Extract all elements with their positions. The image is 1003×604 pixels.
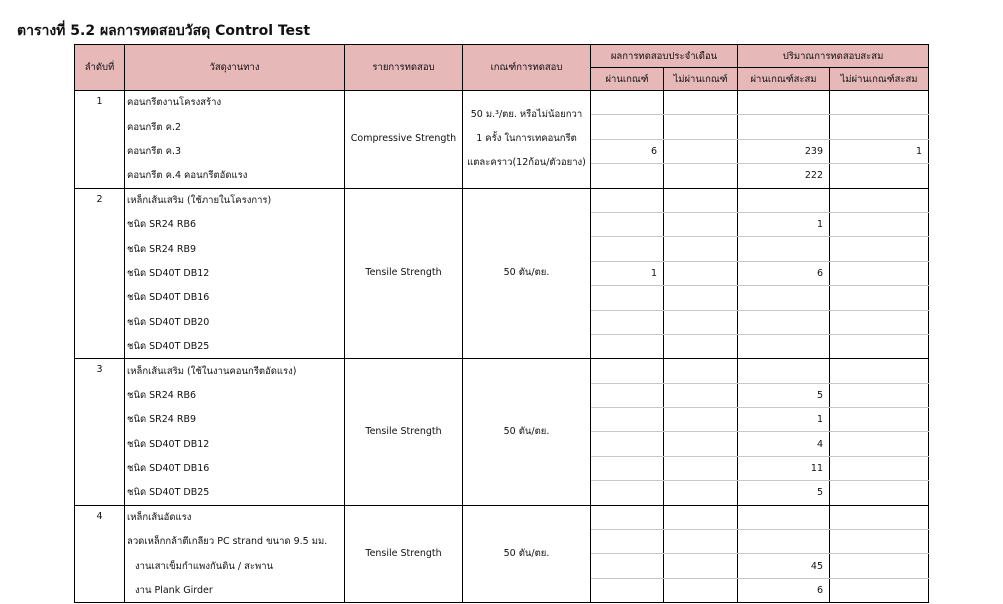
fail-cum-cell [830, 530, 929, 554]
fail-cum-cell [830, 456, 929, 480]
pass-cum-cell [738, 115, 830, 139]
pass-cum-cell [738, 188, 830, 212]
material-cell: เหล็กเส้นเสริม (ใช้ในงานคอนกรีตอัดแรง) [125, 359, 345, 383]
pass-cum-cell [738, 505, 830, 529]
material-cell: คอนกรีตงานโครงสร้าง [125, 91, 345, 115]
fail-cell [664, 261, 738, 285]
header-cumulative: ปริมาณการทดสอบสะสม [738, 45, 929, 68]
criteria-line: 50 ตัน/ตย. [503, 547, 550, 559]
pass-cell [591, 578, 664, 602]
pass-cum-cell [738, 334, 830, 358]
material-cell: ชนิด SD40T DB20 [125, 310, 345, 334]
fail-cum-cell [830, 286, 929, 310]
group-number: 2 [75, 188, 125, 359]
group-number: 1 [75, 91, 125, 189]
material-cell: ชนิด SR24 RB6 [125, 383, 345, 407]
pass-cell [591, 164, 664, 188]
fail-cum-cell [830, 359, 929, 383]
table-header [75, 45, 929, 91]
pass-cell [591, 456, 664, 480]
fail-cell [664, 139, 738, 163]
pass-cell [591, 212, 664, 236]
pass-cell [591, 554, 664, 578]
pass-cell [591, 383, 664, 407]
fail-cum-cell [830, 383, 929, 407]
material-cell: ชนิด SD40T DB16 [125, 456, 345, 480]
header-material: วัสดุงานทาง [125, 45, 345, 91]
pass-cell [591, 286, 664, 310]
header-test: รายการทดสอบ [345, 45, 463, 91]
criteria-line: 50 ม.³/ตย. หรือไม่น้อยกวา [470, 109, 583, 121]
criteria-line: 1 ครั้ง ในการเทคอนกรีต [476, 133, 577, 145]
pass-cell [591, 432, 664, 456]
fail-cum-cell [830, 164, 929, 188]
fail-cell [664, 432, 738, 456]
fail-cell [664, 310, 738, 334]
pass-cell [591, 237, 664, 261]
criteria-cell [463, 188, 591, 359]
test-cell: Tensile Strength [345, 359, 463, 505]
header-pass-cum: ผ่านเกณฑ์สะสม [738, 68, 830, 91]
material-cell: คอนกรีต ค.4 คอนกรีตอัดแรง [125, 164, 345, 188]
pass-cum-cell [738, 286, 830, 310]
fail-cum-cell [830, 481, 929, 505]
pass-cum-cell [738, 359, 830, 383]
pass-cum-cell [738, 237, 830, 261]
pass-cum-cell: 6 [738, 261, 830, 285]
pass-cum-cell: 11 [738, 456, 830, 480]
pass-cell: 6 [591, 139, 664, 163]
material-cell: งาน Plank Girder [125, 578, 345, 602]
fail-cum-cell [830, 554, 929, 578]
fail-cell [664, 578, 738, 602]
fail-cum-cell [830, 115, 929, 139]
table-row [75, 91, 929, 115]
material-cell: ชนิด SR24 RB6 [125, 212, 345, 236]
fail-cum-cell [830, 261, 929, 285]
table-row [75, 188, 929, 212]
material-cell: ชนิด SD40T DB16 [125, 286, 345, 310]
pass-cum-cell [738, 310, 830, 334]
pass-cell [591, 408, 664, 432]
fail-cell [664, 91, 738, 115]
criteria-cell [463, 91, 591, 189]
pass-cum-cell [738, 530, 830, 554]
fail-cum-cell [830, 212, 929, 236]
table-row [75, 505, 929, 529]
test-cell: Tensile Strength [345, 505, 463, 603]
pass-cell [591, 310, 664, 334]
pass-cell [591, 91, 664, 115]
table-row [75, 359, 929, 383]
fail-cum-cell [830, 578, 929, 602]
fail-cell [664, 359, 738, 383]
material-cell: ชนิด SR24 RB9 [125, 237, 345, 261]
pass-cum-cell: 222 [738, 164, 830, 188]
test-cell: Compressive Strength [345, 91, 463, 189]
control-test-table [74, 44, 929, 603]
pass-cell [591, 115, 664, 139]
criteria-cell [463, 359, 591, 505]
table-body [75, 91, 929, 603]
fail-cell [664, 212, 738, 236]
material-cell: ชนิด SD40T DB12 [125, 261, 345, 285]
fail-cum-cell [830, 505, 929, 529]
material-cell: ชนิด SD40T DB25 [125, 481, 345, 505]
fail-cell [664, 188, 738, 212]
pass-cum-cell [738, 91, 830, 115]
pass-cell [591, 481, 664, 505]
fail-cell [664, 554, 738, 578]
fail-cum-cell [830, 310, 929, 334]
pass-cell [591, 334, 664, 358]
pass-cum-cell: 5 [738, 481, 830, 505]
fail-cum-cell [830, 188, 929, 212]
fail-cell [664, 505, 738, 529]
fail-cum-cell [830, 334, 929, 358]
pass-cum-cell: 1 [738, 212, 830, 236]
material-cell: เหล็กเส้นอัดแรง [125, 505, 345, 529]
pass-cell: 1 [591, 261, 664, 285]
pass-cell [591, 188, 664, 212]
fail-cell [664, 456, 738, 480]
header-monthly: ผลการทดสอบประจำเดือน [591, 45, 738, 68]
pass-cum-cell: 239 [738, 139, 830, 163]
criteria-line: 50 ตัน/ตย. [503, 425, 550, 437]
fail-cell [664, 286, 738, 310]
group-number: 4 [75, 505, 125, 603]
pass-cum-cell: 6 [738, 578, 830, 602]
fail-cell [664, 408, 738, 432]
criteria-line: แตละคราว(12ก้อน/ตัวอยาง) [467, 157, 586, 169]
pass-cell [591, 505, 664, 529]
table-title: ตารางที่ 5.2 ผลการทดสอบวัสดุ Control Test [17, 23, 311, 39]
material-cell: คอนกรีต ค.2 [125, 115, 345, 139]
material-cell: ลวดเหล็กกล้าตีเกลียว PC strand ขนาด 9.5 มม. [125, 530, 345, 554]
fail-cum-cell [830, 237, 929, 261]
fail-cell [664, 481, 738, 505]
fail-cell [664, 530, 738, 554]
fail-cum-cell [830, 91, 929, 115]
pass-cell [591, 530, 664, 554]
fail-cell [664, 115, 738, 139]
header-pass: ผ่านเกณฑ์ [591, 68, 664, 91]
fail-cum-cell [830, 408, 929, 432]
pass-cum-cell: 5 [738, 383, 830, 407]
pass-cum-cell: 45 [738, 554, 830, 578]
test-cell: Tensile Strength [345, 188, 463, 359]
criteria-cell [463, 505, 591, 603]
group-number: 3 [75, 359, 125, 505]
pass-cell [591, 359, 664, 383]
material-cell: เหล็กเส้นเสริม (ใช้ภายในโครงการ) [125, 188, 345, 212]
material-cell: คอนกรีต ค.3 [125, 139, 345, 163]
fail-cell [664, 237, 738, 261]
header-fail-cum: ไม่ผ่านเกณฑ์สะสม [830, 68, 929, 91]
material-cell: ชนิด SD40T DB25 [125, 334, 345, 358]
material-cell: ชนิด SD40T DB12 [125, 432, 345, 456]
pass-cum-cell: 1 [738, 408, 830, 432]
material-cell: งานเสาเข็มกำแพงกันดิน / สะพาน [125, 554, 345, 578]
criteria-line: 50 ตัน/ตย. [503, 267, 550, 279]
header-no: ลำดับที่ [75, 45, 125, 91]
fail-cell [664, 164, 738, 188]
pass-cum-cell: 4 [738, 432, 830, 456]
header-fail: ไม่ผ่านเกณฑ์ [664, 68, 738, 91]
fail-cum-cell: 1 [830, 139, 929, 163]
header-criteria: เกณฑ์การทดสอบ [463, 45, 591, 91]
fail-cell [664, 334, 738, 358]
fail-cum-cell [830, 432, 929, 456]
fail-cell [664, 383, 738, 407]
material-cell: ชนิด SR24 RB9 [125, 408, 345, 432]
